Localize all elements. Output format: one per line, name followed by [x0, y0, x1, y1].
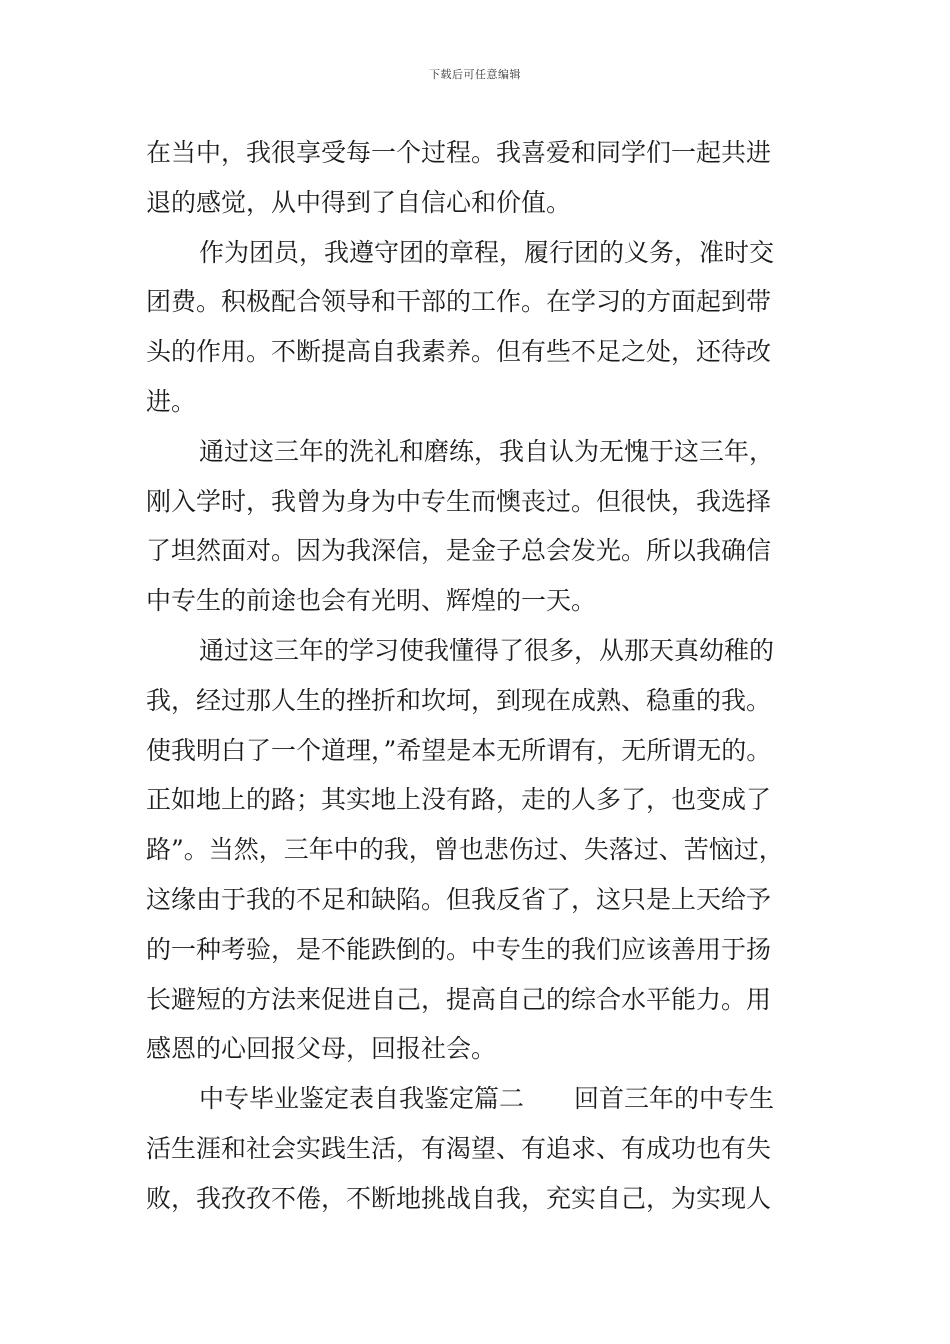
text-line: 了坦然面对。因为我深信，是金子总会发光。所以我确信: [146, 536, 772, 566]
text-line: 活生涯和社会实践生活，有渴望、有追求、有成功也有失: [146, 1133, 772, 1163]
text-line: 中专毕业鉴定表自我鉴定篇二 回首三年的中专生: [199, 1084, 775, 1114]
text-line: 团费。积极配合领导和干部的工作。在学习的方面起到带: [146, 287, 772, 317]
text-line: 的一种考验，是不能跌倒的。中专生的我们应该善用于扬: [146, 934, 772, 964]
body-text: [146, 128, 826, 1224]
text-line: 作为团员，我遵守团的章程，履行团的义务，准时交: [199, 237, 775, 267]
text-line: 通过这三年的学习使我懂得了很多，从那天真幼稚的: [199, 635, 775, 665]
text-line: 感恩的心回报父母，回报社会。: [146, 1034, 497, 1064]
text-line: 通过这三年的洗礼和磨练，我自认为无愧于这三年，: [199, 436, 775, 466]
text-line: 中专生的前途也会有光明、辉煌的一天。: [146, 586, 597, 616]
text-line: 刚入学时，我曾为身为中专生而懊丧过。但很快，我选择: [146, 486, 772, 516]
text-line: 我，经过那人生的挫折和坎坷，到现在成熟、稳重的我。: [146, 685, 772, 715]
text-line: 正如地上的路；其实地上没有路，走的人多了，也变成了: [146, 785, 772, 815]
text-line: 进。: [146, 386, 197, 416]
text-line: 长避短的方法来促进自己，提高自己的综合水平能力。用: [146, 984, 772, 1014]
text-line: 退的感觉，从中得到了自信心和价值。: [146, 187, 572, 217]
header-note: 下载后可任意编辑: [429, 68, 521, 81]
text-line: 头的作用。不断提高自我素养。但有些不足之处，还待改: [146, 337, 772, 367]
text-line: 这缘由于我的不足和缺陷。但我反省了，这只是上天给予: [146, 884, 772, 914]
text-line: 在当中，我很享受每一个过程。我喜爱和同学们一起共进: [146, 138, 772, 167]
text-line: 使我明白了一个道理，”希望是本无所谓有，无所谓无的。: [146, 735, 772, 765]
text-line: 败，我孜孜不倦，不断地挑战自我，充实自己，为实现人: [146, 1183, 772, 1213]
text-line: 路”。当然，三年中的我，曾也悲伤过、失落过、苦恼过，: [146, 835, 784, 865]
